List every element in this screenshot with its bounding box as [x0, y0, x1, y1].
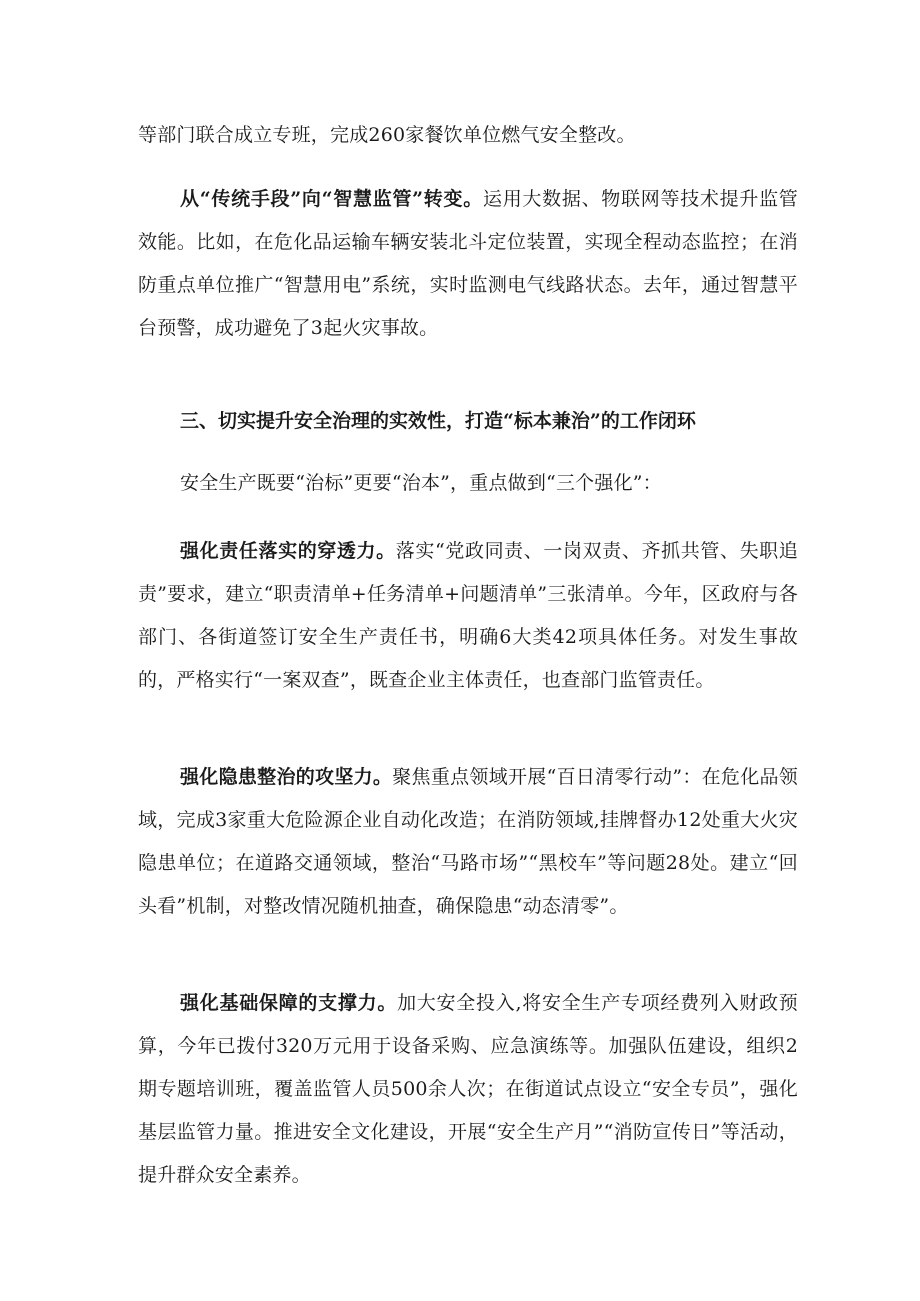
paragraph-text: 等部门联合成立专班，完成260家餐饮单位燃气安全整改。: [138, 124, 636, 146]
paragraph-text: 加大安全投入,将安全生产专项经费列入财政预算，今年已拨付320万元用于设备采购、应急演练等。加强队伍建设，组织2期专题培训班，覆盖监管人员500余人次；在街道试点设立“安全专员”，强化基层监管力量。推进安全文化建设，开展“安全生产月”“消防宣传日”等活动，提升群众安全素养。: [138, 992, 798, 1186]
paragraph-lead: 强化基础保障的支撑力。: [180, 992, 398, 1014]
paragraph-intro: [138, 462, 798, 505]
paragraph-text: 安全生产既要“治标”更要“治本”，重点做到“三个强化”：: [180, 472, 662, 494]
paragraph-continuation: [138, 114, 798, 157]
paragraph-text: 聚焦重点领域开展“百日清零行动”：在危化品领域，完成3家重大危险源企业自动化改造；在消防领域,挂牌督办12处重大火灾隐患单位；在道路交通领域，整治“马路市场”“黑校车”等问题28处。建立“回头看”机制，对整改情况随机抽查，确保隐患“动态清零”。: [138, 766, 799, 917]
section-heading: 三、切实提升安全治理的实效性，打造“标本兼治”的工作闭环: [180, 410, 696, 432]
paragraph-hazard-rectification: [138, 756, 798, 928]
paragraph-lead: 从“传统手段”向“智慧监管”转变。: [180, 188, 483, 210]
paragraph-basic-support: [138, 982, 798, 1197]
paragraph-responsibility: [138, 530, 798, 702]
paragraph-smart-supervision: [138, 178, 798, 350]
paragraph-text: 落实“党政同责、一岗双责、齐抓共管、失职追责”要求，建立“职责清单+任务清单+问题清单”三张清单。今年，区政府与各部门、各街道签订安全生产责任书，明确6大类42项具体任务。对发生事故的，严格实行“一案双查”，既查企业主体责任，也查部门监管责任。: [138, 540, 799, 691]
paragraph-lead: 强化隐患整治的攻坚力。: [180, 766, 393, 788]
paragraph-text: 运用大数据、物联网等技术提升监管效能。比如，在危化品运输车辆安装北斗定位装置，实现全程动态监控；在消防重点单位推广“智慧用电”系统，实时监测电气线路状态。去年，通过智慧平台预警，成功避免了3起火灾事故。: [138, 188, 799, 339]
paragraph-lead: 强化责任落实的穿透力。: [180, 540, 396, 562]
